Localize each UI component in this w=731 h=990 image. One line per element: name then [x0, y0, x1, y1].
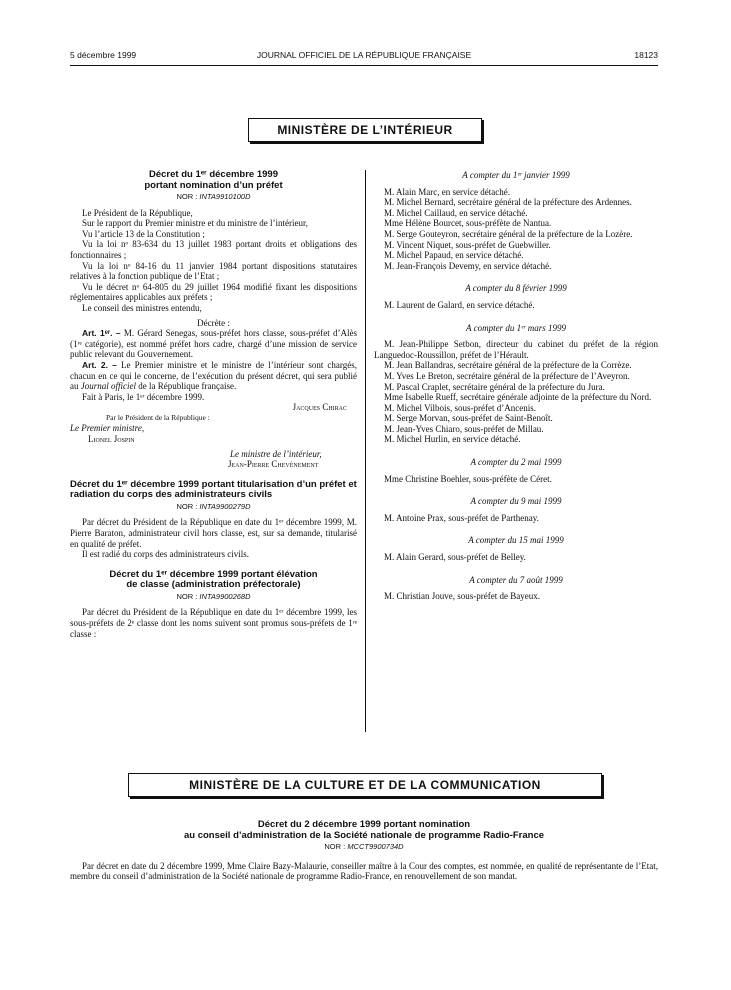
promoted-person: M. Vincent Niquet, sous-préfet de Guebwiller. [384, 239, 551, 250]
promotion-section [374, 496, 658, 523]
promotion-date-heading: A compter du 9 mai 1999 [470, 496, 562, 507]
promotion-date-heading: A compter du 1ᵉʳ mars 1999 [466, 322, 566, 333]
decree-radio-france [70, 820, 658, 882]
decree3-title-line2: de classe (administration préfectorale) [126, 579, 301, 591]
promoted-person: M. Michel Vilbois, sous-préfet d’Ancenis. [384, 402, 537, 413]
promoted-person: M. Jean-François Devemy, en service détaché. [384, 260, 552, 271]
decree1-p6: Vu le décret nᵒ 64-805 du 29 juillet 1964 modifié fixant les dispositions réglementaires applicables aux préfets ; [70, 281, 357, 303]
decree1-fait: Fait à Paris, le 1ᵉʳ décembre 1999. [82, 391, 205, 402]
promoted-person: M. Pascal Craplet, secrétaire général de la préfecture du Jura. [384, 381, 605, 392]
decree2-nor: NOR : INTA9900279D [176, 501, 251, 511]
decree1-p1: Le Président de la République, [82, 207, 193, 218]
decree-elevation-classe [70, 570, 357, 639]
promotion-date-heading: A compter du 2 mai 1999 [470, 457, 562, 468]
decree1-nor: NOR : INTA9910100D [176, 192, 251, 201]
promoted-person: M. Antoine Prax, sous-préfet de Parthenay. [384, 512, 539, 523]
premier-ministre-label: Le Premier ministre, [70, 423, 145, 434]
promotion-date-heading: A compter du 1ᵉʳ janvier 1999 [462, 170, 570, 180]
decree4-title-line2: au conseil d’administration de la Société nationale de programme Radio-France [183, 829, 545, 841]
promotion-date-heading: A compter du 7 août 1999 [469, 574, 563, 585]
decree-prefet-nomination [70, 170, 357, 470]
promotion-date-heading: A compter du 15 mai 1999 [468, 535, 564, 546]
decree1-p7: Le conseil des ministres entendu, [82, 302, 202, 313]
promotion-section [374, 457, 658, 484]
promotion-section [374, 535, 658, 562]
promoted-person: M. Christian Jouve, sous-préfet de Bayeux. [384, 591, 540, 602]
promoted-person: Mme Isabelle Rueff, secrétaire générale adjointe de la préfecture du Nord. [384, 392, 652, 403]
par-le-president: Par le Président de la République : [106, 412, 210, 422]
decree2-p1: Par décret du Président de la République en date du 1ᵉʳ décembre 1999, M. Pierre Baraton, administrateur civil hors classe, est, sur sa demande, titularisé en qualité de préfet. [70, 517, 357, 549]
promoted-person: M. Michel Bernard, secrétaire général de la préfecture des Ardennes. [384, 197, 632, 208]
promoted-person: M. Jean-Yves Chiaro, sous-préfet de Millau. [384, 423, 544, 434]
decree3-nor: NOR : INTA9900268D [176, 591, 251, 601]
ministry-interieur-heading: MINISTÈRE DE L’INTÉRIEUR [248, 118, 482, 142]
promoted-person: M. Serge Morvan, sous-préfet de Saint-Benoît. [384, 413, 553, 424]
header-journal-title: JOURNAL OFFICIEL DE LA RÉPUBLIQUE FRANÇAISE [256, 50, 472, 60]
decree3-p1: Par décret du Président de la République en date du 1ᵉʳ décembre 1999, les sous-préfets de 2ᵉ classe dont les noms suivent sont promus sous-préfets de 1ʳᵉ classe : [70, 607, 357, 639]
decree1-p2: Sur le rapport du Premier ministre et du ministre de l’intérieur, [82, 218, 308, 229]
column-divider [365, 170, 366, 732]
promoted-person: M. Yves Le Breton, secrétaire général de la préfecture de l’Aveyron. [384, 370, 630, 381]
left-column [70, 170, 357, 639]
decree3-title-line1: Décret du 1ᵉʳ décembre 1999 portant élévation [109, 568, 318, 580]
decree1-decrete: Décrète : [197, 317, 230, 328]
promoted-person: M. Jean Ballandras, secrétaire général de la préfecture de la Corrèze. [384, 360, 632, 371]
promotion-section [374, 170, 658, 271]
decree4-title-line1: Décret du 2 décembre 1999 portant nomination [257, 819, 471, 830]
right-column [374, 170, 658, 602]
running-header [70, 50, 658, 64]
promotion-date-heading: A compter du 8 février 1999 [465, 283, 567, 294]
signature-ministre-interieur: Jean-Pierre Chevènement [228, 459, 319, 470]
promotion-section [374, 323, 658, 446]
header-date: 5 décembre 1999 [70, 50, 137, 60]
decree4-nor: NOR : MCCT9900734D [324, 842, 404, 851]
promotion-list [374, 170, 658, 602]
decree1-title-line2: portant nomination d’un préfet [144, 179, 283, 191]
promoted-person: M. Laurent de Galard, en service détaché. [384, 299, 535, 310]
promoted-person: M. Michel Papaud, en service détaché. [384, 250, 524, 261]
promoted-person: Mme Christine Boehler, sous-préfète de Céret. [384, 473, 552, 484]
decree2-p2: Il est radié du corps des administrateurs civils. [82, 549, 249, 560]
ministre-interieur-label: Le ministre de l’intérieur, [230, 448, 322, 459]
ministry-culture-heading: MINISTÈRE DE LA CULTURE ET DE LA COMMUNICATION [128, 773, 602, 797]
decree1-title-line1: Décret du 1ᵉʳ décembre 1999 [148, 169, 278, 180]
header-rule [70, 65, 658, 66]
promoted-person: M. Michel Hurlin, en service détaché. [384, 434, 521, 445]
decree4-p1: Par décret en date du 2 décembre 1999, Mme Claire Bazy-Malaurie, conseiller maître à la Cour des comptes, est nommée, en qualité de représentante de l’Etat, membre du conseil d’administration de la Société nationale de programme Radio-France, en renouvellement de son mandat. [70, 860, 658, 882]
decree1-p3: Vu l’article 13 de la Constitution ; [82, 228, 205, 239]
header-page-number: 18123 [634, 50, 658, 60]
promotion-section [374, 575, 658, 602]
signature-premier-ministre: Lionel Jospin [88, 434, 135, 445]
promoted-person: M. Serge Gouteyron, secrétaire général de la préfecture de la Lozère. [384, 228, 633, 239]
decree-titularisation [70, 480, 357, 560]
decree1-article2: Art. 2. – Le Premier ministre et le ministre de l’intérieur sont chargés, chacun en ce qui le concerne, de l’exécution du présent décret, qui sera publié au Journal officiel de la République française. [70, 359, 358, 392]
promoted-person: Mme Hélène Bourcet, sous-préfète de Nantua. [384, 218, 552, 229]
decree1-p4: Vu la loi nᵒ 83-634 du 13 juillet 1983 portant droits et obligations des fonctionnaires ; [70, 239, 357, 260]
promoted-person: M. Alain Gerard, sous-préfet de Belley. [384, 552, 526, 563]
signature-president: Jacques Chirac [292, 402, 347, 413]
decree1-article1: Art. 1ᵉʳ. – M. Gérard Senegas, sous-préfet hors classe, sous-préfet d’Alès (1ʳᵉ catégorie), est nommé préfet hors cadre, chargé d’une mission de service public relevant du Gouvernement. [70, 328, 357, 360]
promoted-person: M. Jean-Philippe Setbon, directeur du cabinet du préfet de la région Languedoc-Roussillon, préfet de l’Hérault. [374, 339, 658, 360]
decree1-p5: Vu la loi nᵒ 84-16 du 11 janvier 1984 portant dispositions statutaires relatives à la fonction publique de l’Etat ; [70, 260, 357, 282]
promoted-person: M. Michel Caillaud, en service détaché. [384, 207, 528, 218]
promoted-person: M. Alain Marc, en service détaché. [384, 186, 510, 197]
promotion-section [374, 283, 658, 310]
decree2-title: Décret du 1ᵉʳ décembre 1999 portant titularisation d’un préfet et radiation du corps des administrateurs civils [70, 478, 357, 501]
